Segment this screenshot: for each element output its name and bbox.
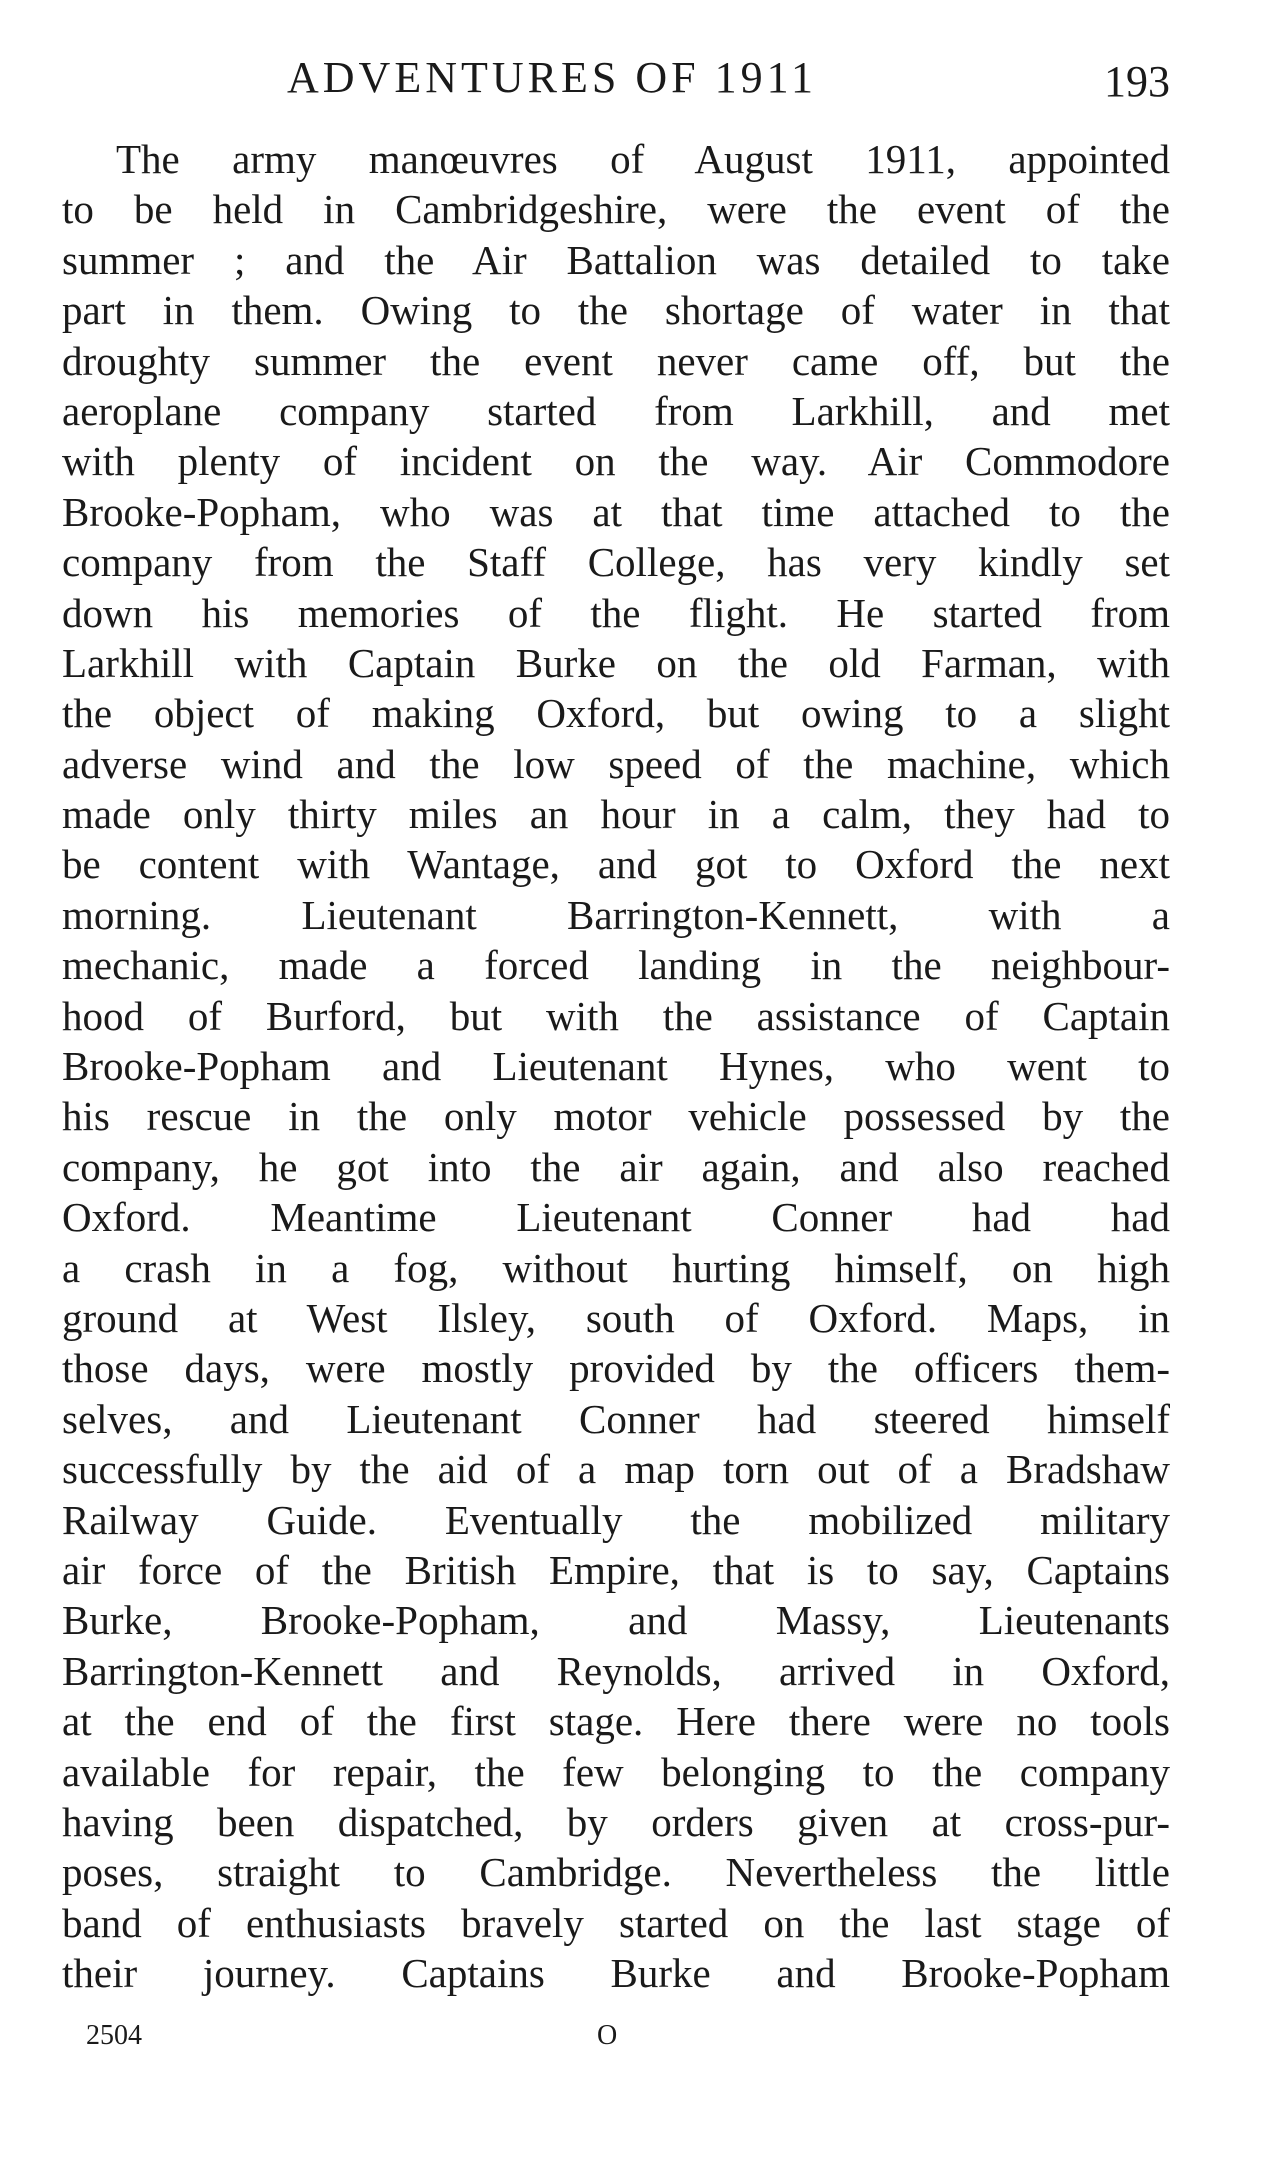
text-line: made only thirty miles an hour in a calm, they had to [62,791,1170,838]
text-line: to be held in Cambridgeshire, were the event of the [62,186,1170,233]
text-line: at the end of the first stage. Here there were no tools [62,1698,1170,1745]
text-line: band of enthusiasts bravely started on the last stage of [62,1899,1170,1946]
text-line: The army manœuvres of August 1911, appointed [116,136,1170,182]
text-line: his rescue in the only motor vehicle possessed by the [62,1093,1170,1140]
page-footer [62,2020,1170,2060]
text-line: company, he got into the air again, and also reached [62,1143,1170,1190]
text-line: Burke, Brooke-Popham, and Massy, Lieutenants [62,1597,1170,1644]
text-line: be content with Wantage, and got to Oxford the next [62,841,1170,888]
text-line: mechanic, made a forced landing in the neighbour- [62,942,1170,989]
text-line: adverse wind and the low speed of the machine, which [62,740,1170,787]
text-line: Brooke-Popham and Lieutenant Hynes, who went to [62,1043,1170,1090]
text-line: selves, and Lieutenant Conner had steered himself [62,1395,1170,1442]
text-line: Railway Guide. Eventually the mobilized military [62,1496,1170,1543]
text-line: Oxford. Meantime Lieutenant Conner had had [62,1194,1170,1241]
text-line: with plenty of incident on the way. Air Commodore [62,438,1170,485]
body-text [62,134,1170,1998]
text-line: morning. Lieutenant Barrington-Kennett, with a [62,891,1170,938]
text-line: poses, straight to Cambridge. Nevertheless the little [62,1849,1170,1896]
running-title: ADVENTURES OF 1911 [287,53,817,102]
text-line: company from the Staff College, has very kindly set [62,539,1170,586]
page-number: 193 [1104,57,1170,106]
text-line: droughty summer the event never came off, but the [62,337,1170,384]
printer-signature-mark: 2504 [86,2020,142,2051]
text-line: Brooke-Popham, who was at that time attached to the [62,488,1170,535]
text-line: down his memories of the flight. He started from [62,589,1170,636]
text-line: Larkhill with Captain Burke on the old Farman, with [62,639,1170,686]
text-line: those days, were mostly provided by the officers them- [62,1345,1170,1392]
text-line: ground at West Ilsley, south of Oxford. Maps, in [62,1294,1170,1341]
text-line: air force of the British Empire, that is to say, Captains [62,1546,1170,1593]
text-line: summer ; and the Air Battalion was detailed to take [62,236,1170,283]
text-line: successfully by the aid of a map torn out of a Bradshaw [62,1446,1170,1493]
text-line: the object of making Oxford, but owing to a slight [62,690,1170,737]
text-line: hood of Burford, but with the assistance of Captain [62,992,1170,1039]
running-head [62,52,1170,112]
text-line: aeroplane company started from Larkhill, and met [62,387,1170,434]
signature-letter: O [597,2020,618,2051]
text-line: having been dispatched, by orders given at cross-pur- [62,1798,1170,1845]
text-line: part in them. Owing to the shortage of water in that [62,287,1170,334]
text-line: Barrington-Kennett and Reynolds, arrived in Oxford, [62,1647,1170,1694]
text-line: a crash in a fog, without hurting himself, on high [62,1244,1170,1291]
text-line: available for repair, the few belonging to the company [62,1748,1170,1795]
text-line: their journey. Captains Burke and Brooke-Popham [62,1950,1170,1997]
